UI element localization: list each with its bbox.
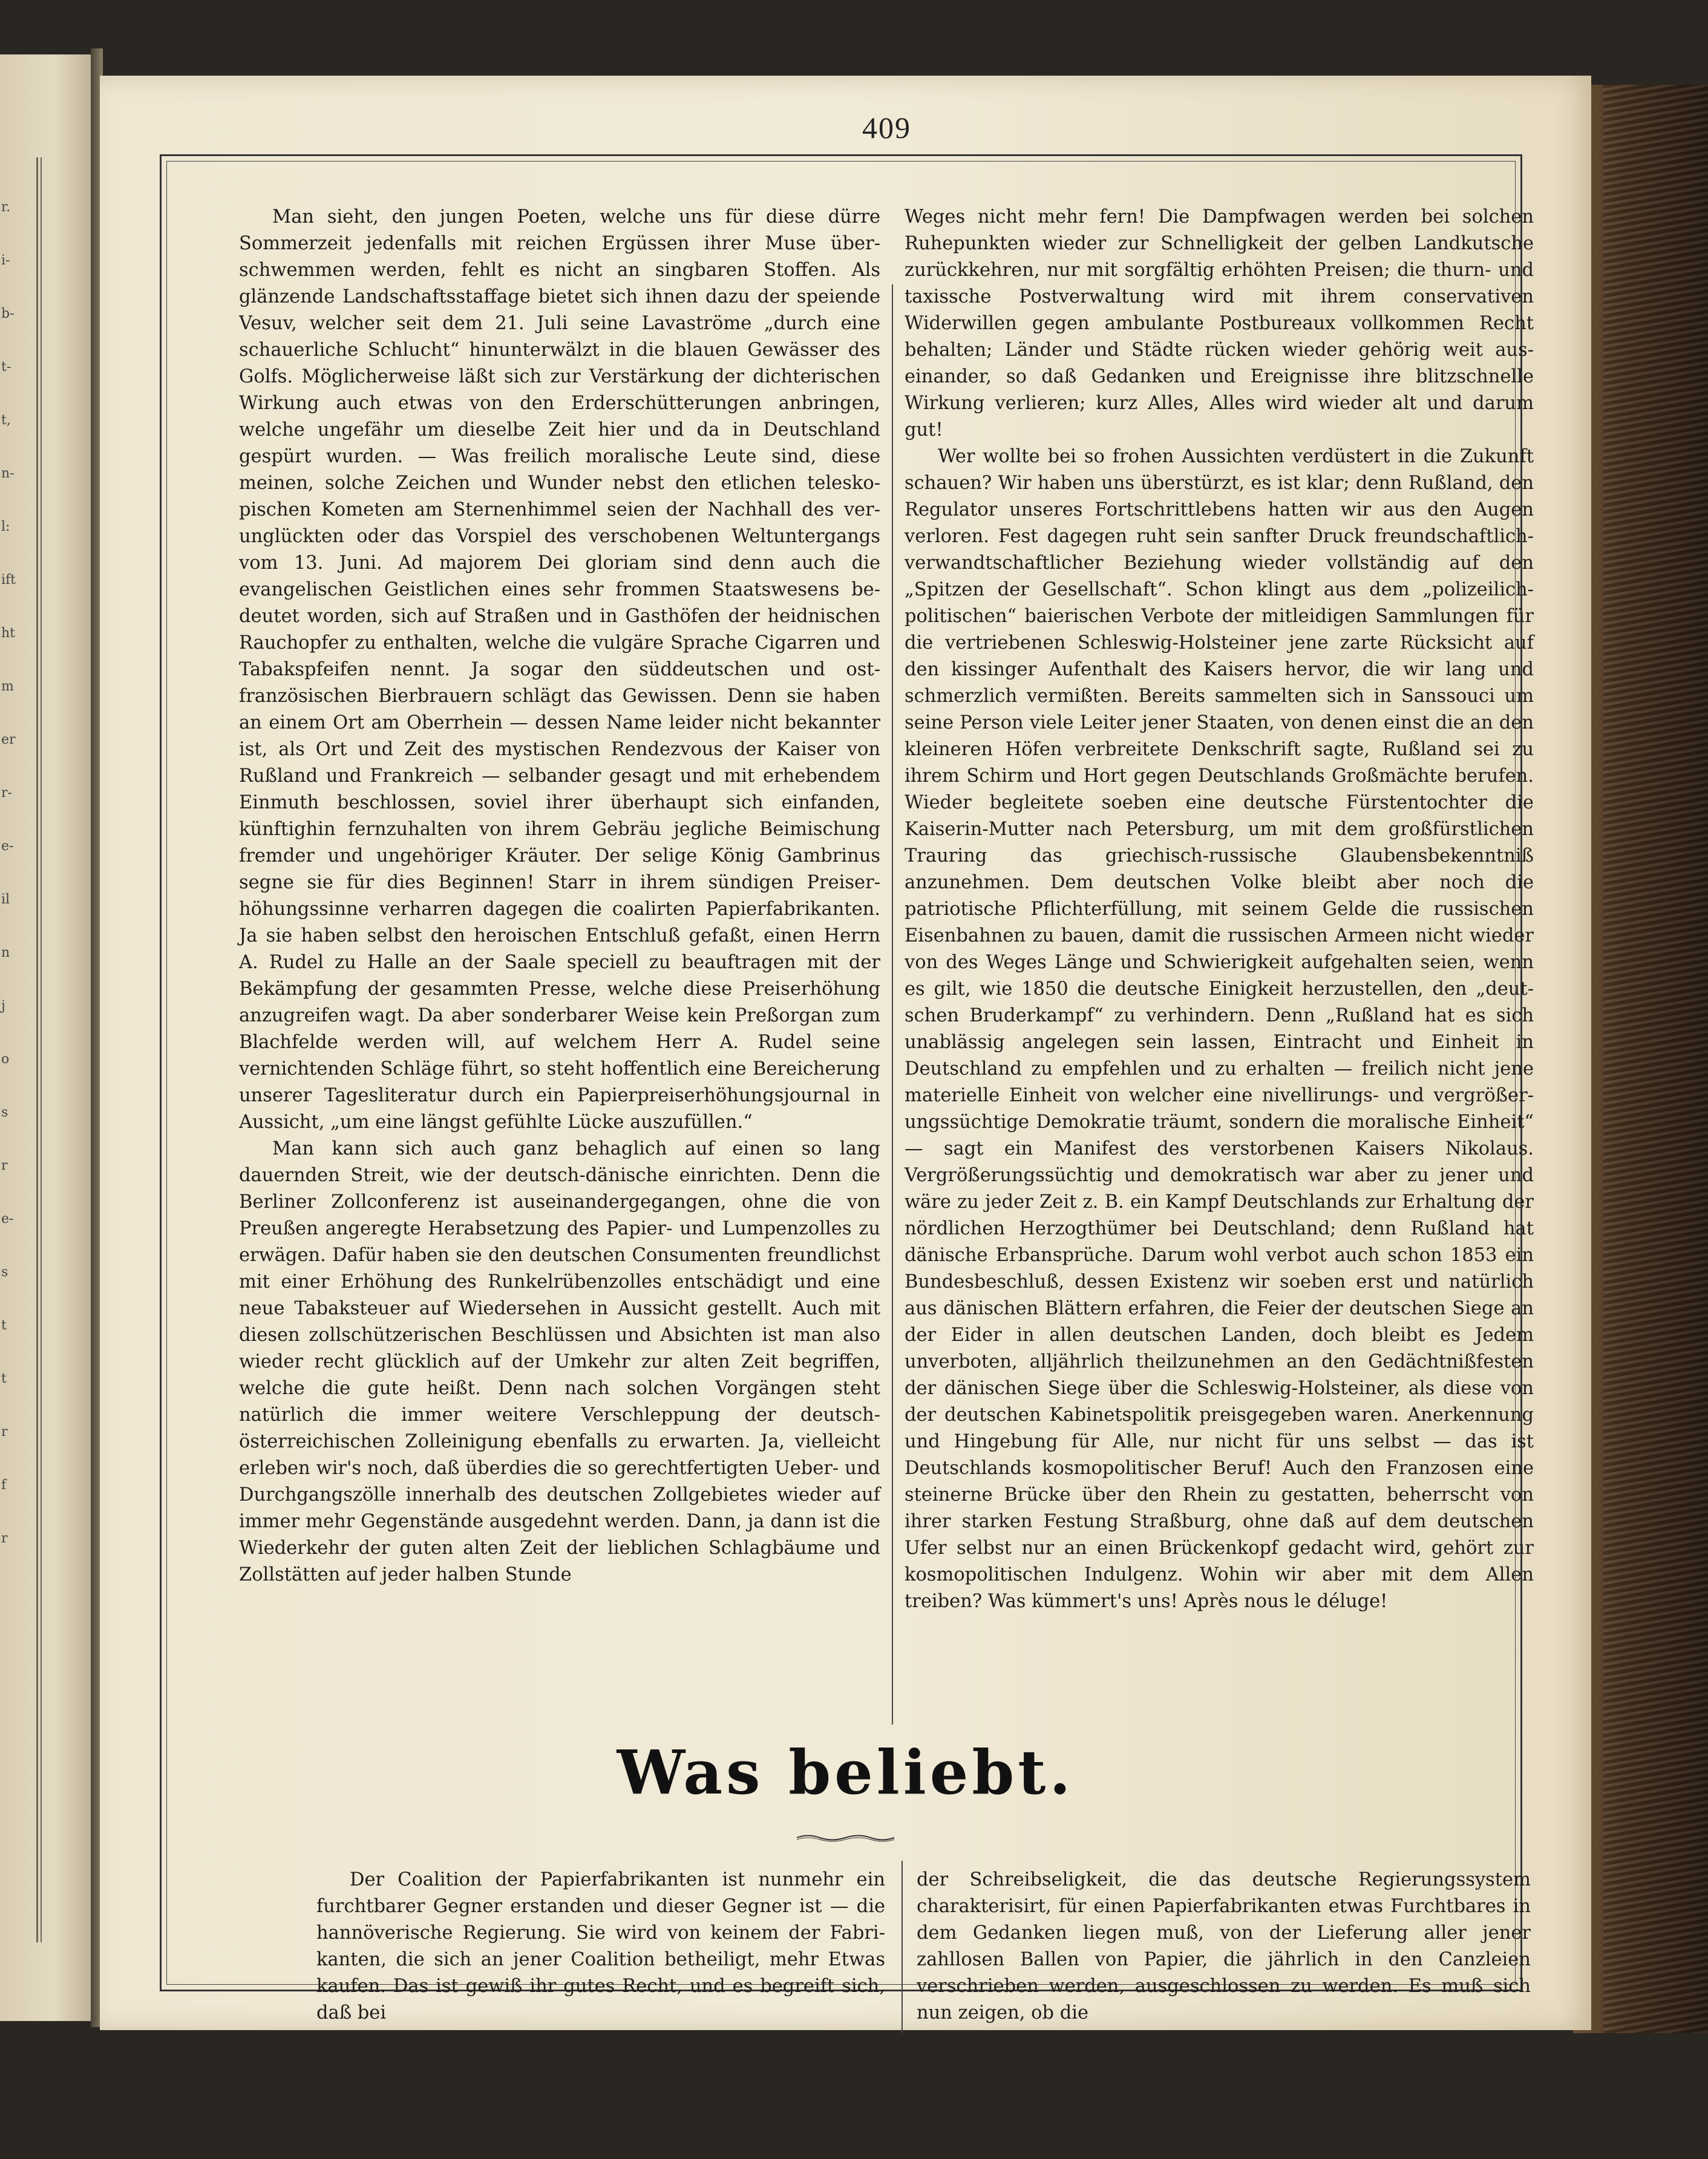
left-page-fragment: t-	[1, 359, 11, 375]
left-page-fragment: m	[1, 679, 14, 694]
article1-left-column	[239, 204, 880, 1705]
left-page-fragment: j	[1, 998, 5, 1014]
left-page-fragment: n	[1, 945, 10, 960]
left-page-fragment: r-	[1, 785, 12, 801]
book-page	[100, 76, 1591, 2030]
left-page-edge	[0, 54, 91, 2021]
left-page-fragment: t,	[1, 413, 11, 428]
article2-title: Was beliebt.	[617, 1737, 1075, 1808]
column-divider-bottom	[901, 1861, 903, 2033]
left-page-fragment: s	[1, 1265, 8, 1280]
left-page-fragment: b-	[1, 306, 15, 321]
article2-right-paragraph: der Schreibseligkeit, die das deutsche Regierungssystem charakterisirt, für einen Papierfabrikanten etwas Furchtbares in dem Gedanken liegen muß, von der Lieferung aller jener zahllosen Ballen von Papier, die jährlich in den Canzleien verschrieben werden, ausgeschlossen zu werden. Es muß sich nun zeigen, ob die	[917, 1869, 1531, 2023]
left-page-fragment: r	[1, 1424, 8, 1440]
article2-left-column	[316, 1867, 885, 2036]
left-page-fragment: i-	[1, 253, 10, 268]
left-page-fragment: r	[1, 1531, 8, 1546]
left-page-fragment: r	[1, 1158, 8, 1173]
article1-right-paragraph-2: Wer wollte bei so frohen Aussichten verdüstert in die Zukunft schauen? Wir haben uns überstürzt, es ist klar; denn Rußland, den Regulator unseres Fortschrittlebens hatten wir aus den Augen verloren. Fest dagegen ruht sein sanfter Druck freundschaftlich-verwandtschaftlicher Beziehung wieder vollständig auf den „Spitzen der Gesellschaft“. Schon klingt aus dem „polizeilich-politischen“ baierischen Verbote der mitleidigen Sammlungen für die vertriebenen Schleswig-Holsteiner jene zarte Rücksicht auf den kissinger Aufenthalt des Kaisers hervor, die wir lang und schmerzlich vermißten. Bereits sammelten sich in Sanssouci um seine Person viele Leiter jener Staaten, von denen einst die an den kleineren Höfen verbreitete Denkschrift sagte, Rußland sei zu ihrem Schirm und Hort gegen Deutschlands Großmächte berufen. Wieder begleitete soeben eine deutsche Fürstentochter die Kaiserin-Mutter nach Petersburg, um mit dem großfürstlichen Trauring das griechisch-russische Glaubensbekenntniß anzunehmen. Dem deutschen Volke bleibt aber noch die patriotische Pflichterfüllung, mit seinem Gelde die russischen Eisenbahnen zu bauen, damit die russischen Armeen nicht wieder von des Weges Länge und Schwierigkeit aufgehalten seien, wenn es gilt, wie 1850 die deutsche Einigkeit herzustellen, den „deutschen Bruderkampf“ zu verhindern. Denn „Rußland hat es sich unablässig angelegen sein lassen, Eintracht und Einheit in Deutschland zu empfehlen und zu erhalten — freilich nicht jene materielle Einheit von welcher eine nivellirungs- und vergrößerungssüchtige Demokratie träumt, sondern die moralische Einheit“ — sagt ein Manifest des verstorbenen Kaisers Nikolaus. Vergrößerungssüchtig und demokratisch war aber zu jener und wäre zu jeder Zeit z. B. ein Kampf Deutschlands zur Erhaltung der nördlichen Herzogthümer bei Deutschland; denn Rußland hat dänische Erbansprüche. Darum wohl verbot auch schon 1853 ein Bundesbeschluß, dessen Existenz wir soeben erst und natürlich aus dänischen Blättern erfahren, die Feier der deutschen Siege an der Eider in allen deutschen Landen, doch bleibt es Jedem unverboten, alljährlich theilzunehmen an den Gedächtnißfesten der dänischen Siege über die Schleswig-Holsteiner, als diese von der deutschen Kabinetspolitik preisgegeben waren. Anerkennung und Hingebung für Alle, nur nicht für uns selbst — das ist Deutschlands kosmopolitischer Beruf! Auch den Franzosen eine steinerne Brücke über den Rhein zu gestatten, beherrscht von ihrer starken Festung Straßburg, ohne daß auf dem deutschen Ufer selbst nur an einen Brückenkopf gedacht wird, gehört zur kosmopolitischen Indulgenz. Wohin wir aber mit dem Allen treiben? Was kümmert's uns! Après nous le déluge!	[905, 446, 1534, 1612]
left-page-fragment: ift	[1, 572, 16, 588]
title-ornament-icon	[796, 1833, 895, 1842]
article1-right-column	[905, 204, 1534, 1705]
left-page-fragment: l:	[1, 519, 10, 534]
article1-right-paragraph-1: Weges nicht mehr fern! Die Dampfwagen werden bei solchen Ruhepunkten wieder zur Schnelligkeit der gelben Landkutsche zurückkehren, nur mit sorgfältig erhöhten Preisen; die thurn- und taxissche Postverwaltung wird mit ihrem conservativen Widerwillen gegen ambulante Postbureaux vollkommen Recht behalten; Länder und Städte rücken wieder gehörig weit auseinander, so daß Gedanken und Ereignisse ihre blitzschnelle Wirkung verlieren; kurz Alles, Alles wird wieder alt und darum gut!	[905, 206, 1534, 441]
left-page-fragment: e-	[1, 1211, 14, 1227]
left-page-fragment: s	[1, 1105, 8, 1120]
left-page-fragment: il	[1, 892, 10, 907]
left-page-border	[36, 157, 42, 1942]
article2-left-paragraph: Der Coalition der Papierfabrikanten ist nunmehr ein furchtbarer Gegner erstanden und dieser Gegner ist — die hannöverische Regierung. Sie wird von keinem der Fabrikanten, die sich an jener Coalition betheiligt, mehr Etwas kaufen. Das ist gewiß ihr gutes Recht, und es begreift sich, daß bei	[316, 1869, 885, 2023]
column-divider-top	[892, 284, 893, 1725]
left-page-fragment: e-	[1, 839, 14, 854]
left-page-fragment: t	[1, 1318, 7, 1333]
left-page-fragment: ht	[1, 626, 16, 641]
left-page-fragment: n-	[1, 466, 15, 481]
left-page-fragment: t	[1, 1371, 7, 1386]
page-number: 409	[862, 111, 911, 145]
book-binding	[1573, 85, 1708, 2033]
left-page-fragment: f	[1, 1478, 7, 1493]
left-page-fragment: r.	[1, 200, 11, 215]
left-page-fragment: er	[1, 732, 16, 747]
article1-left-paragraph-2: Man kann sich auch ganz behaglich auf einen so lang dauernden Streit, wie der deutsch-dänische einrichten. Denn die Berliner Zollconferenz ist auseinandergegangen, ohne die von Preußen angeregte Herabsetzung des Papier- und Lumpenzolles zu erwägen. Dafür haben sie den deutschen Consumenten freundlichst mit einer Erhöhung des Runkelrübenzolles entschädigt und eine neue Tabaksteuer auf Wiedersehen in Aussicht gestellt. Auch mit diesen zollschützerischen Beschlüssen und Absichten ist man also wieder recht glücklich auf der Umkehr zur alten Zeit begriffen, welche die gute heißt. Denn nach solchen Vorgängen steht natürlich die immer weitere Verschleppung der deutsch-österreichischen Zolleinigung ebenfalls zu erwarten. Ja, vielleicht erleben wir's noch, daß überdies die so gerechtfertigten Ueber- und Durchgangszölle innerhalb des deutschen Zollgebietes wieder auf immer mehr Gegenstände ausgedehnt werden. Dann, ja dann ist die Wiederkehr der guten alten Zeit der lieblichen Schlagbäume und Zollstätten auf jeder halben Stunde	[239, 1138, 880, 1585]
left-page-fragment: o	[1, 1052, 10, 1067]
article1-left-paragraph-1: Man sieht, den jungen Poeten, welche uns für diese dürre Sommerzeit jedenfalls mit reichen Ergüssen ihrer Muse überschwemmen werden, fehlt es nicht an singbaren Stoffen. Als glänzende Landschaftsstaffage bietet sich ihnen dazu der speiende Vesuv, welcher seit dem 21. Juli seine Lavaströme „durch eine schauerliche Schlucht“ hinunterwälzt in die blauen Gewässer des Golfs. Möglicherweise läßt sich zur Verstärkung der dichterischen Wirkung auch etwas von den Erderschütterungen anbringen, welche ungefähr um dieselbe Zeit hier und da in Deutschland gespürt wurden. — Was freilich moralische Leute sind, diese meinen, solche Zeichen und Wunder nebst den etlichen teleskopischen Kometen am Sternenhimmel seien der Nachhall des verunglückten oder das Vorspiel des verschobenen Weltuntergangs vom 13. Juni. Ad majorem Dei gloriam sind denn auch die evangelischen Geistlichen eines sehr frommen Staatswesens bedeutet worden, sich auf Straßen und in Gasthöfen der heidnischen Rauchopfer zu enthalten, welche die vulgäre Sprache Cigarren und Tabakspfeifen nennt. Ja sogar den süddeutschen und ostfranzösischen Bierbrauern schlägt das Gewissen. Denn sie haben an einem Ort am Oberrhein — dessen Name leider nicht bekannter ist, als Ort und Zeit des mystischen Rendezvous der Kaiser von Rußland und Frankreich — selbander gesagt und mit erhebendem Einmuth beschlossen, soviel ihrer überhaupt sich einfanden, künftighin fernzuhalten von ihrem Gebräu jegliche Beimischung fremder und ungehöriger Kräuter. Der selige König Gambrinus segne sie für dies Beginnen! Starr in ihrem sündigen Preiserhöhungssinne verharren dagegen die coalirten Papierfabrikanten. Ja sie haben selbst den heroischen Entschluß gefaßt, einen Herrn A. Rudel zu Halle an der Saale speciell zu beauftragen mit der Bekämpfung der gesammten Presse, welche diese Preiserhöhung anzugreifen wagt. Da aber sonderbarer Weise kein Preßorgan zum Blachfelde werden will, auf welchem Herr A. Rudel seine vernichtenden Schläge führt, so steht hoffentlich eine Bereicherung unserer Tagesliteratur durch ein Papierpreiserhöhungsjournal in Aussicht, „um eine längst gefühlte Lücke auszufüllen.“	[239, 206, 880, 1133]
article2-right-column	[917, 1867, 1531, 2036]
